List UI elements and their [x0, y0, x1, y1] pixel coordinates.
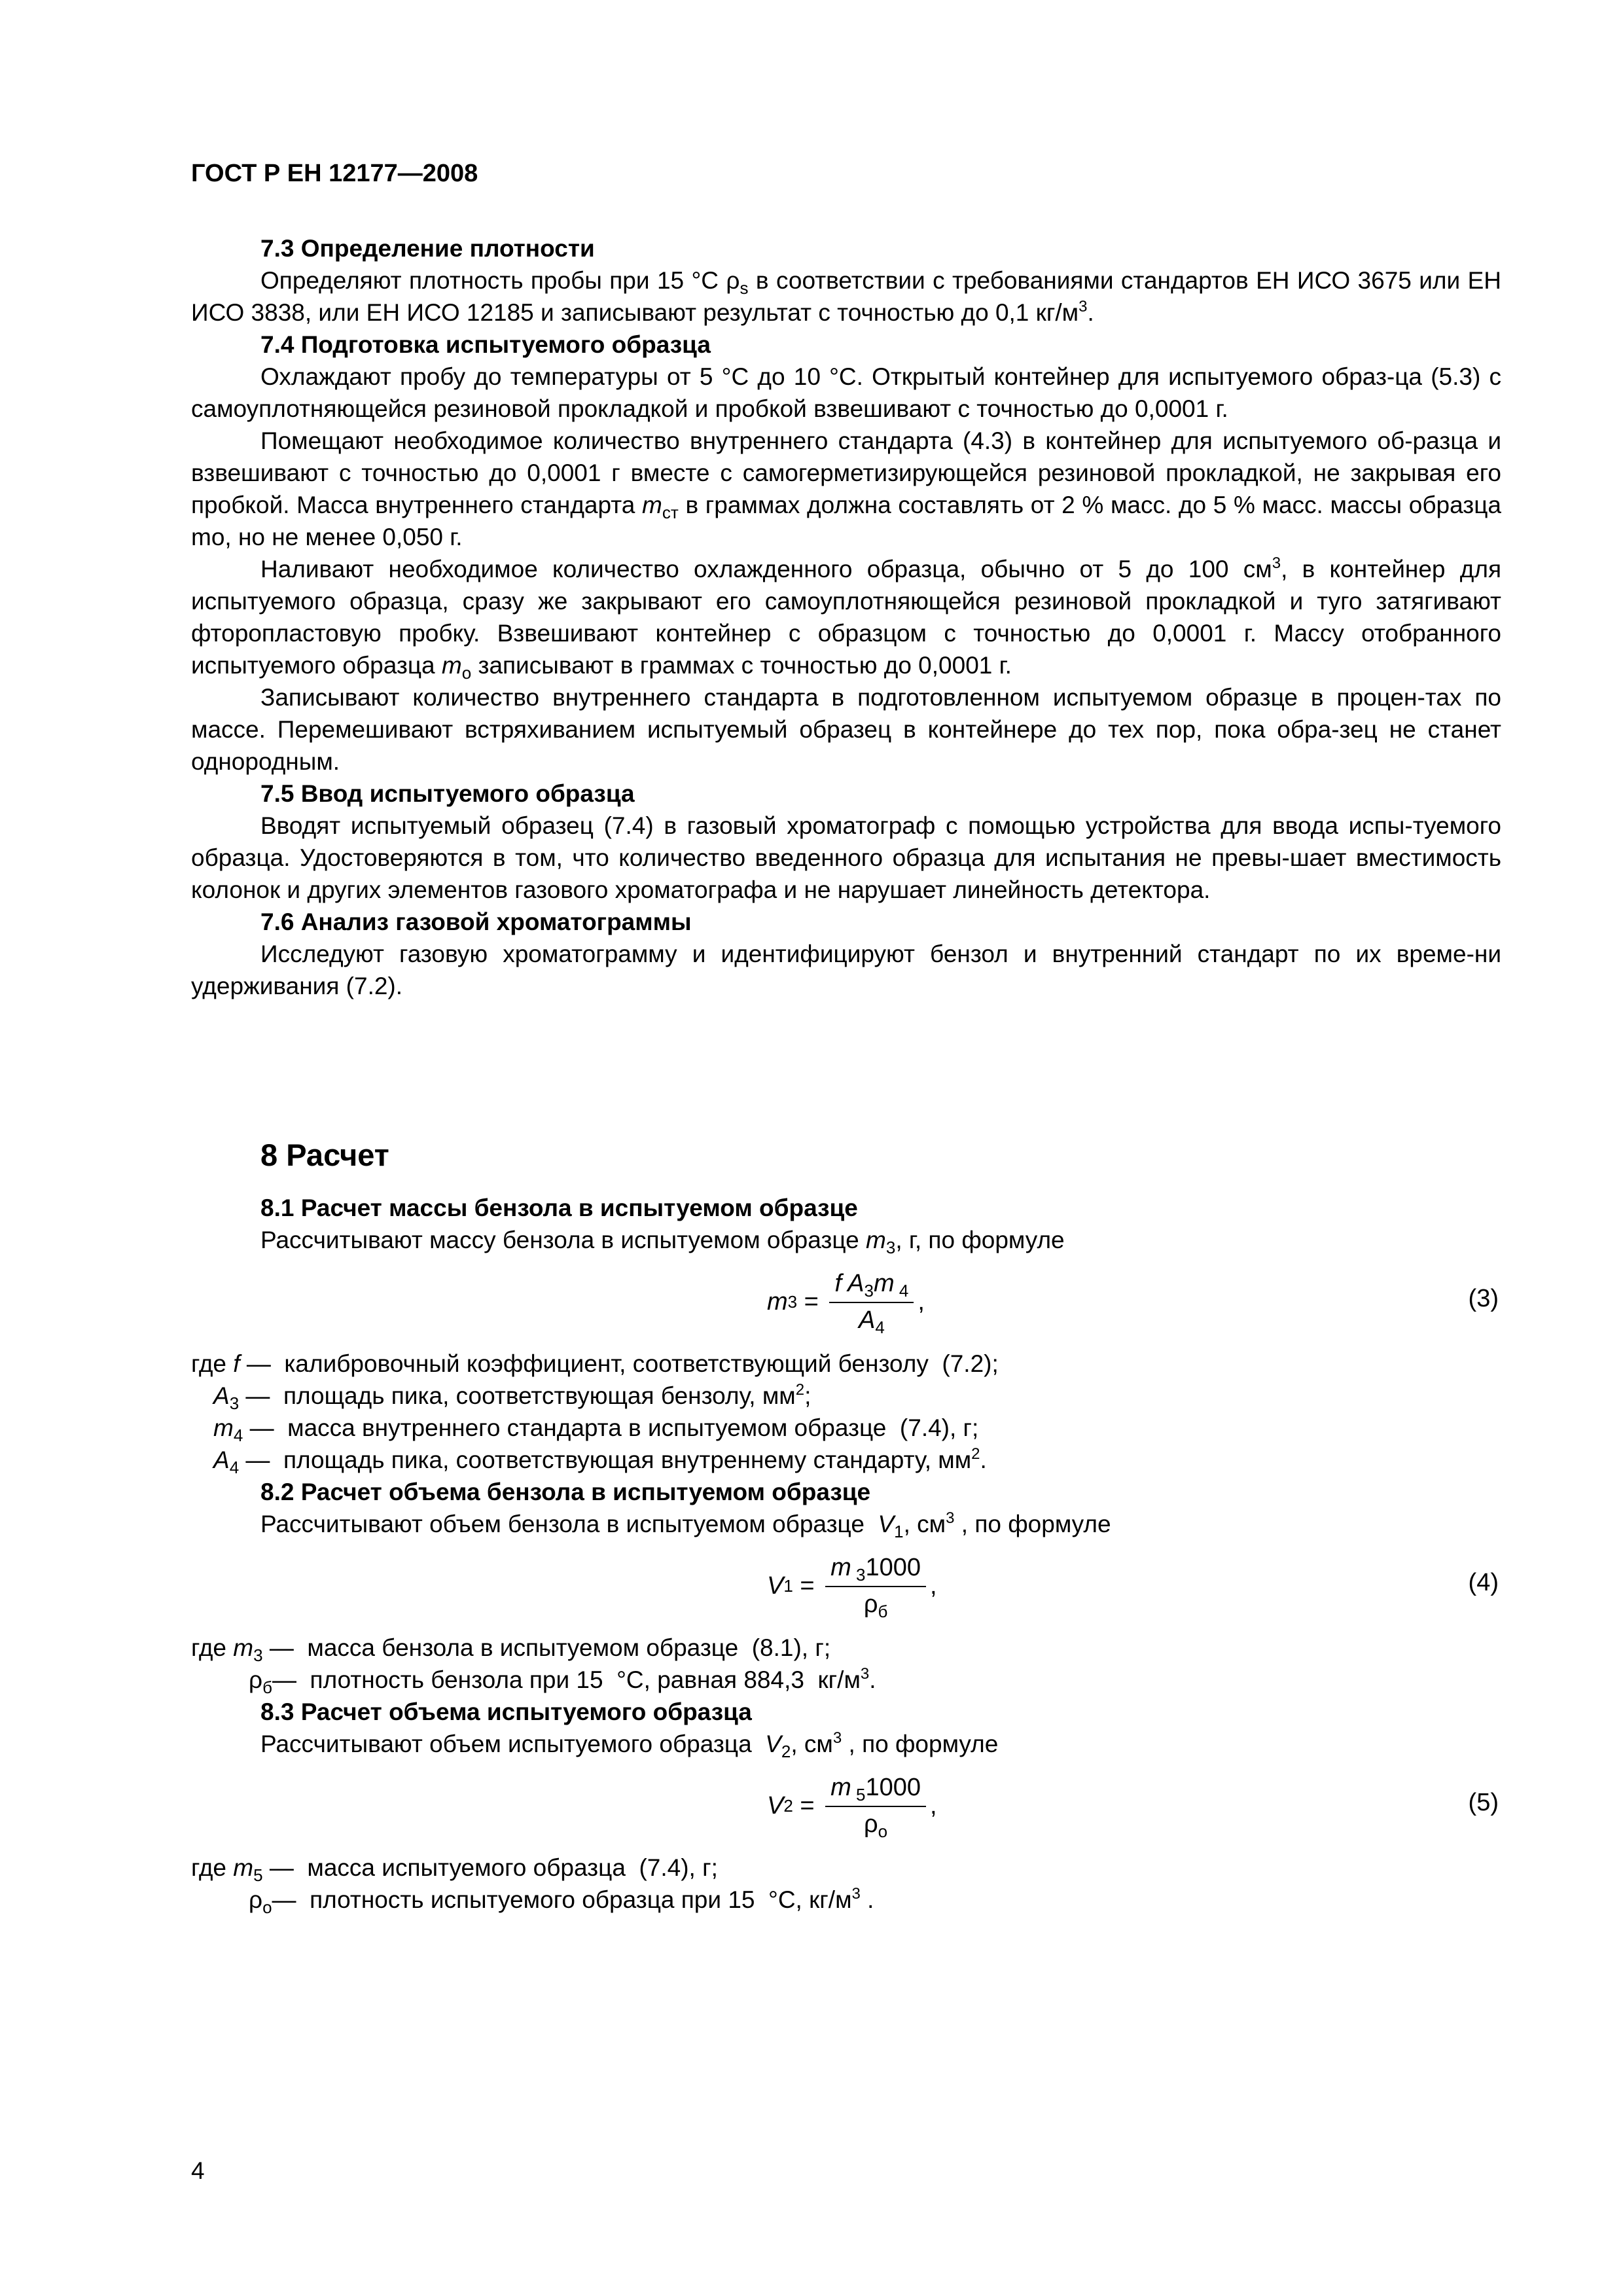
sections-7 — [191, 232, 1501, 1002]
section-8-2-intro: Рассчитывают объем бензола в испытуемом образце $V_1$, $см^3$ , по формуле — [260, 1509, 1111, 1541]
section-7-6-paragraph: Исследуют газовую хроматограмму и идентифицируют бензол и внутренний стандарт по их време-ни удерживания (7.2). — [191, 941, 1501, 999]
formula-5-row — [191, 1760, 1501, 1852]
formula-3-fraction: $\frac{f A_3m _4}{A_4}$ — [829, 1269, 914, 1335]
formula-4-def-2: $\rho_б—$ плотность бензола при 15 °С, равная 884,3 $кг/м^3$. — [249, 1665, 876, 1697]
section-8 — [191, 1136, 1501, 1916]
formula-3-def-3: $m_4$ — масса внутреннего стандарта в испытуемом образце (7.4), г; — [213, 1414, 979, 1445]
formula-4-number: (4) — [1468, 1569, 1499, 1596]
formula-3-def-4: $A_4$ — площадь пика, соответствующая внутреннему стандарту, $мм^2$. — [213, 1445, 987, 1477]
formula-4-row — [191, 1540, 1501, 1632]
section-7-4-title: 7.4 Подготовка испытуемого образца — [260, 331, 711, 358]
section-8-3-title: 8.3 Расчет объема испытуемого образца — [260, 1698, 752, 1725]
formula-4-fraction: $\frac{m _31000}{\rho_б}$ — [825, 1553, 926, 1619]
formula-3-def-2: $A_3$ — площадь пика, соответствующая бензолу, $мм^2$; — [213, 1381, 812, 1413]
formula-3-number: (3) — [1468, 1285, 1499, 1312]
formula-5-number: (5) — [1468, 1789, 1499, 1816]
section-7-5-paragraph: Вводят испытуемый образец (7.4) в газовый хроматограф с помощью устройства для ввода испы-туемого образца. Удостоверяются в том, что количество введенного образца для испытания не превы-шает вместимость колонок и других элементов газового хроматографа и не нарушает линейность детектора. — [191, 812, 1501, 903]
formula-4-definitions — [191, 1632, 1501, 1696]
section-7-4-paragraph-2: Помещают необходимое количество внутреннего стандарта (4.3) в контейнер для испытуемого об-разца и взвешивают с точностью до 0,0001 г вместе с самогерметизирующейся резиновой прокладкой, не закрывая его пробкой. Масса внутреннего стандарта $m_{ст}$ в граммах должна составлять от 2 % масс. до 5 % масс. массы образца mo, но не менее 0,050 г. — [191, 427, 1502, 550]
section-8-1-intro: Рассчитывают массу бензола в испытуемом образце $m_3$, г, по формуле — [260, 1227, 1065, 1257]
formula-3-row — [191, 1256, 1501, 1348]
formula-4-def-1: где $m_3$ — масса бензола в испытуемом образце (8.1), г; — [191, 1634, 831, 1665]
section-7-5-title: 7.5 Ввод испытуемого образца — [260, 780, 635, 807]
formula-3: m 3 = $\frac{f A_3m _4}{A_4}$ , — [767, 1270, 925, 1337]
document-header: ГОСТ Р ЕН 12177—2008 — [191, 160, 478, 187]
section-8-1-title: 8.1 Расчет массы бензола в испытуемом образце — [260, 1194, 858, 1221]
formula-4: V 1 = $\frac{m _31000}{\rho_б}$ , — [767, 1554, 937, 1621]
formula-3-definitions — [191, 1348, 1501, 1476]
formula-5: V 2 = $\frac{m _51000}{\rho_о}$ , — [767, 1774, 937, 1841]
section-7-4-paragraph-3: Наливают необходимое количество охлажденного образца, обычно от 5 до 100 $см^3$, в контейнер для испытуемого образца, сразу же закрывают его самоуплотняющейся резиновой прокладкой и туго затягивают фторопластовую пробку. Взвешивают контейнер с образцом с точностью до 0,0001 г. Массу отобранного испытуемого образца $m_o$ записывают в граммах с точностью до 0,0001 г. — [191, 554, 1501, 683]
formula-5-def-1: где $m_5$ — масса испытуемого образца (7.4), г; — [191, 1854, 718, 1885]
formula-3-def-1: где f — калибровочный коэффициент, соответствующий бензолу (7.2); — [191, 1350, 999, 1377]
section-7-6-title: 7.6 Анализ газовой хроматограммы — [260, 908, 692, 935]
section-7-4-paragraph-1: Охлаждают пробу до температуры от 5 °С до 10 °С. Открытый контейнер для испытуемого образ-ца (5.3) с самоуплотняющейся резиновой прокладкой и пробкой взвешивают с точностью до 0,0001 г. — [191, 363, 1501, 422]
section-7-3-paragraph: Определяют плотность пробы при 15 °С $\rho_s$ в соответствии с требованиями стандартов ЕН ИСО 3675 или ЕН ИСО 3838, или ЕН ИСО 12185 и записывают результат с точностью до 0,1 $кг/м^3$. — [191, 267, 1501, 326]
section-8-title: 8 Расчет — [260, 1138, 389, 1172]
formula-5-definitions — [191, 1852, 1501, 1916]
section-7-3-title: 7.3 Определение плотности — [260, 235, 595, 262]
section-7-4-paragraph-4: Записывают количество внутреннего стандарта в подготовленном испытуемом образце в процен-тах по массе. Перемешивают встряхиванием испытуемый образец в контейнере до тех пор, пока обра-зец не станет однородным. — [191, 684, 1501, 775]
section-8-3-intro: Рассчитывают объем испытуемого образца $V_2$, $см^3$ , по формуле — [260, 1729, 999, 1761]
formula-5-def-2: $\rho_о—$ плотность испытуемого образца при 15 °С, $кг/м^3$ . — [249, 1885, 874, 1917]
formula-5-fraction: $\frac{m _51000}{\rho_о}$ — [825, 1773, 926, 1839]
section-8-2-title: 8.2 Расчет объема бензола в испытуемом образце — [260, 1479, 871, 1505]
page-number: 4 — [191, 2157, 205, 2184]
